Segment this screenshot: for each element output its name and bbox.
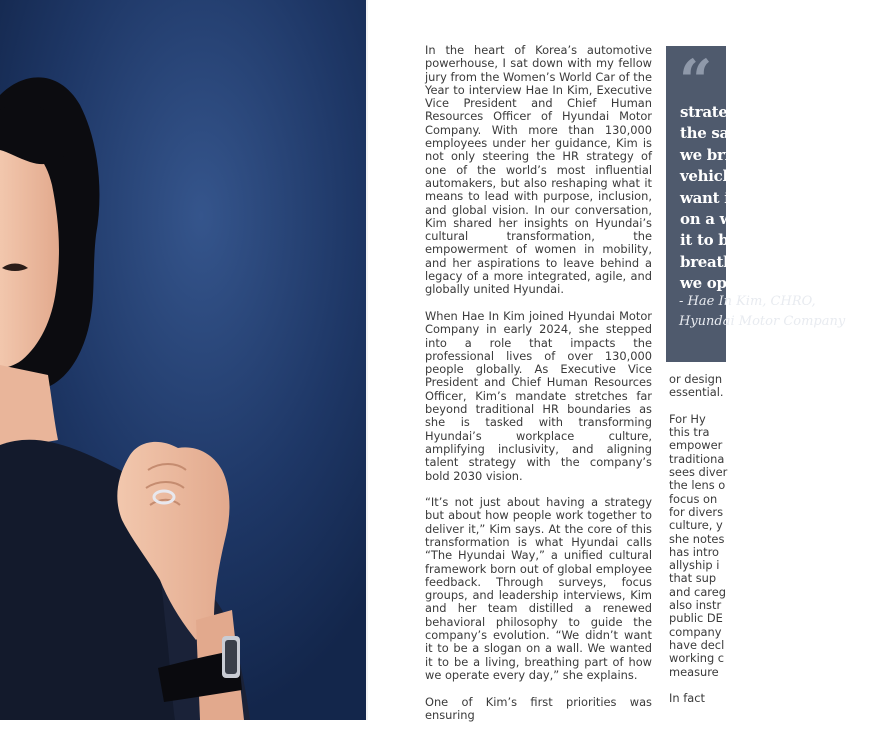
column-line: the lens o (669, 478, 726, 493)
second-column (669, 373, 809, 705)
pull-quote-line: we bring the best (680, 145, 822, 164)
pull-quote-line: we operate every day. (680, 274, 853, 293)
pull-quote (666, 46, 858, 362)
column-line: measure (669, 664, 719, 679)
column-line: empower (669, 438, 723, 453)
column-line: public DE (669, 611, 723, 626)
column-line: and careg (669, 584, 726, 599)
article-paragraph: When Hae In Kim joined Hyundai Motor Company in early 2024, she stepped into a role that impacts the professional lives of over 130,000 people globally. As Executive Vice President and Chief Human Resources Officer, Kim’s mandate stretches far beyond traditional HR boundaries as she is tasked with transforming Hyundai’s workplace culture, amplifying inclusivity, and aligning talent strategy with the company’s bold 2030 vision. (425, 308, 652, 483)
column-line: allyship i (669, 558, 720, 573)
column-line: also instr (669, 598, 722, 613)
pull-quote-line: the same way, (680, 124, 793, 143)
pull-quote-line: it to be a living, (680, 231, 808, 250)
column-line: sees diver (669, 465, 728, 480)
column-line: culture, y (669, 518, 723, 533)
column-line: for divers (669, 504, 724, 519)
column-line: this tra (669, 425, 710, 440)
column-line: traditiona (669, 451, 725, 466)
column-line: In fact (669, 691, 705, 706)
pull-quote-line: want it to be a slogan (680, 188, 855, 207)
column-line: working c (669, 651, 725, 666)
column-line: or design (669, 372, 723, 386)
pull-quote-line: vehicles. We didn’t (680, 167, 833, 186)
column-line: essential. (669, 385, 724, 400)
column-line: has intro (669, 544, 720, 559)
column-line: company (669, 624, 722, 639)
attribution-line: Hyundai Motor Company (679, 314, 846, 329)
column-line: that sup (669, 571, 717, 586)
article-column (425, 44, 652, 735)
article-paragraph: One of Kim’s first priorities was ensuring (425, 694, 652, 722)
attribution-line: - Hae In Kim, CHRO, (679, 294, 816, 309)
portrait-illustration (0, 0, 366, 720)
page-gutter (366, 0, 368, 720)
portrait-photo (0, 0, 366, 720)
column-line: have decl (669, 637, 725, 652)
article-paragraph: In the heart of Korea’s automotive powerhouse, I sat down with my fellow jury from the Women’s World Car of the Year to interview Hae In Kim, Executive Vice President and Chief Human Resources Officer of Hyundai Motor Company. With more than 130,000 employees under her guidance, Kim is not only steering the HR strategy of one of the world’s most influential automakers, but also reshaping what it means to lead with purpose, inclusion, and global vision. In our conversation, Kim shared her insights on Hyundai’s cultural transformation, the empowerment of women in mobility, and her aspirations to leave behind a legacy of a more integrated, agile, and globally united Hyundai. (425, 43, 652, 297)
quote-mark-icon: “ (679, 47, 713, 115)
pull-quote-line: breathing part of how (680, 252, 858, 271)
pull-quote-text (680, 102, 880, 295)
column-line: For Hy (669, 411, 706, 426)
column-line: she notes (669, 531, 725, 546)
pull-quote-line: strategy is executed (680, 103, 843, 121)
pull-quote-line: on a wall. We wanted (680, 210, 851, 229)
article-paragraph: “It’s not just about having a strategy but about how people work together to deliver it,” Kim says. At the core of this transformation is what Hyundai calls “The Hyundai Way,” a unified cultural framework born out of global employee feedback. Through surveys, focus groups, and leadership interviews, Kim and her team distilled a renewed behavioral philosophy to guide the company’s evolution. “We didn’t want it to be a slogan on a wall. We wanted it to be a living, breathing part of how we operate every day,” she explains. (425, 495, 652, 682)
column-line: focus on (669, 491, 718, 506)
pull-quote-attribution (679, 292, 879, 332)
